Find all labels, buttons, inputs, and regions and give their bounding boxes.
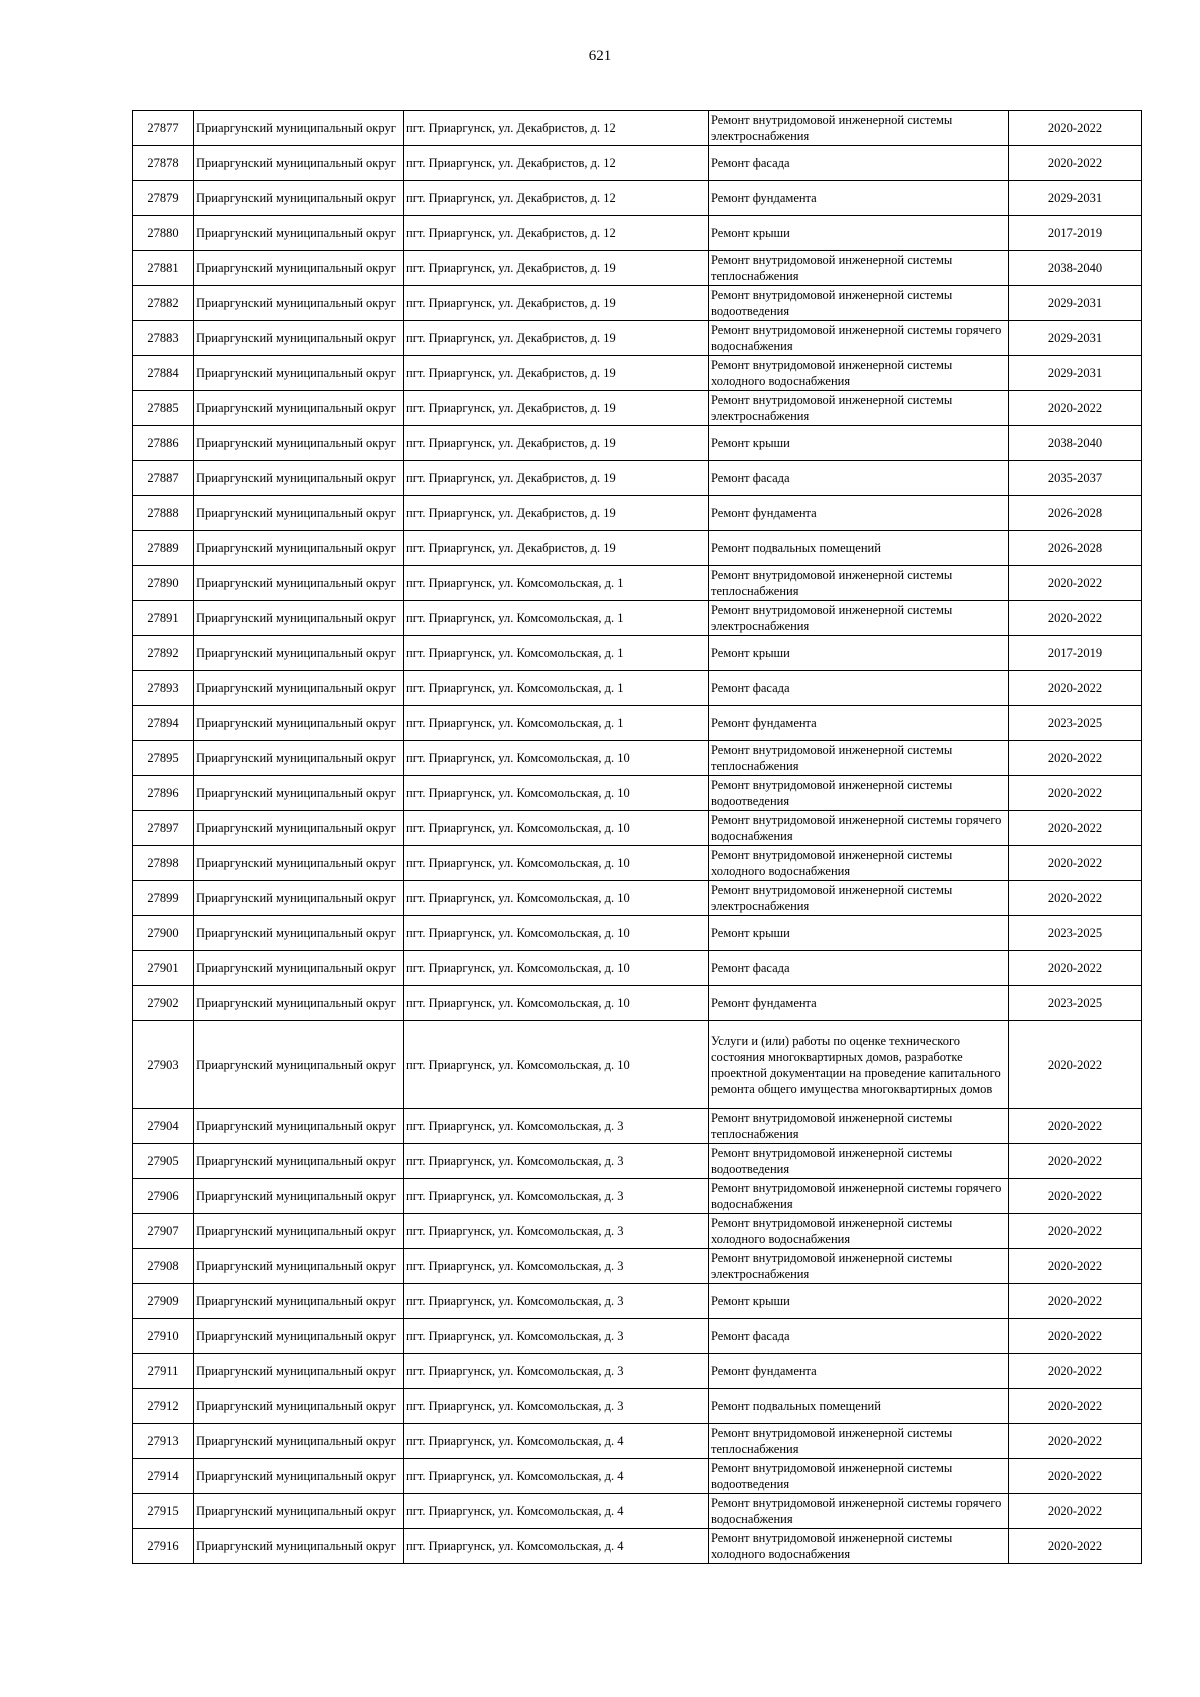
address-cell: пгт. Приаргунск, ул. Комсомольская, д. 4 [404,1494,709,1529]
row-number-cell: 27914 [133,1459,194,1494]
address-cell: пгт. Приаргунск, ул. Комсомольская, д. 3 [404,1214,709,1249]
municipality-cell: Приаргунский муниципальный округ [194,251,404,286]
work-type-cell: Ремонт фасада [709,1319,1009,1354]
row-number-cell: 27887 [133,461,194,496]
table-row [133,1424,1142,1459]
row-number-cell: 27912 [133,1389,194,1424]
period-cell: 2029-2031 [1009,321,1142,356]
row-number-cell: 27884 [133,356,194,391]
work-type-cell: Ремонт внутридомовой инженерной системы водоотведения [709,776,1009,811]
municipality-cell: Приаргунский муниципальный округ [194,321,404,356]
period-cell: 2020-2022 [1009,881,1142,916]
page-number: 621 [588,48,612,64]
row-number-cell: 27906 [133,1179,194,1214]
row-number-cell: 27904 [133,1109,194,1144]
row-number-cell: 27900 [133,916,194,951]
address-cell: пгт. Приаргунск, ул. Комсомольская, д. 10 [404,1021,709,1109]
period-cell: 2026-2028 [1009,496,1142,531]
row-number-cell: 27891 [133,601,194,636]
municipality-cell: Приаргунский муниципальный округ [194,1179,404,1214]
address-cell: пгт. Приаргунск, ул. Декабристов, д. 12 [404,216,709,251]
municipality-cell: Приаргунский муниципальный округ [194,636,404,671]
work-type-cell: Ремонт внутридомовой инженерной системы теплоснабжения [709,741,1009,776]
table-row [133,1529,1142,1564]
table-row [133,1179,1142,1214]
period-cell: 2020-2022 [1009,811,1142,846]
work-type-cell: Ремонт внутридомовой инженерной системы горячего водоснабжения [709,1494,1009,1529]
municipality-cell: Приаргунский муниципальный округ [194,1249,404,1284]
table-row [133,776,1142,811]
address-cell: пгт. Приаргунск, ул. Комсомольская, д. 3 [404,1109,709,1144]
row-number-cell: 27910 [133,1319,194,1354]
period-cell: 2038-2040 [1009,251,1142,286]
municipality-cell: Приаргунский муниципальный округ [194,1109,404,1144]
municipality-cell: Приаргунский муниципальный округ [194,356,404,391]
work-type-cell: Ремонт внутридомовой инженерной системы электроснабжения [709,881,1009,916]
table-row [133,461,1142,496]
address-cell: пгт. Приаргунск, ул. Декабристов, д. 19 [404,531,709,566]
table-row [133,1284,1142,1319]
address-cell: пгт. Приаргунск, ул. Комсомольская, д. 10 [404,881,709,916]
municipality-cell: Приаргунский муниципальный округ [194,111,404,146]
table-row [133,881,1142,916]
work-type-cell: Услуги и (или) работы по оценке технического состояния многоквартирных домов, разработке проектной документации на проведение капитального ремонта общего имущества многоквартирных домов [709,1021,1009,1109]
municipality-cell: Приаргунский муниципальный округ [194,986,404,1021]
municipality-cell: Приаргунский муниципальный округ [194,391,404,426]
municipality-cell: Приаргунский муниципальный округ [194,496,404,531]
table-row [133,391,1142,426]
period-cell: 2020-2022 [1009,1389,1142,1424]
municipality-cell: Приаргунский муниципальный округ [194,846,404,881]
row-number-cell: 27908 [133,1249,194,1284]
work-type-cell: Ремонт фасада [709,951,1009,986]
work-type-cell: Ремонт внутридомовой инженерной системы электроснабжения [709,601,1009,636]
period-cell: 2020-2022 [1009,111,1142,146]
row-number-cell: 27903 [133,1021,194,1109]
work-type-cell: Ремонт фасада [709,146,1009,181]
period-cell: 2020-2022 [1009,1319,1142,1354]
row-number-cell: 27913 [133,1424,194,1459]
row-number-cell: 27883 [133,321,194,356]
period-cell: 2020-2022 [1009,846,1142,881]
row-number-cell: 27899 [133,881,194,916]
row-number-cell: 27895 [133,741,194,776]
table-row [133,1459,1142,1494]
row-number-cell: 27886 [133,426,194,461]
municipality-cell: Приаргунский муниципальный округ [194,146,404,181]
work-type-cell: Ремонт внутридомовой инженерной системы водоотведения [709,286,1009,321]
municipality-cell: Приаргунский муниципальный округ [194,181,404,216]
municipality-cell: Приаргунский муниципальный округ [194,601,404,636]
table-row [133,321,1142,356]
row-number-cell: 27877 [133,111,194,146]
address-cell: пгт. Приаргунск, ул. Комсомольская, д. 10 [404,776,709,811]
municipality-cell: Приаргунский муниципальный округ [194,1529,404,1564]
registry-table-body [133,111,1142,1564]
address-cell: пгт. Приаргунск, ул. Комсомольская, д. 3 [404,1319,709,1354]
work-type-cell: Ремонт внутридомовой инженерной системы водоотведения [709,1144,1009,1179]
table-row [133,741,1142,776]
municipality-cell: Приаргунский муниципальный округ [194,811,404,846]
row-number-cell: 27893 [133,671,194,706]
work-type-cell: Ремонт фундамента [709,1354,1009,1389]
address-cell: пгт. Приаргунск, ул. Декабристов, д. 19 [404,321,709,356]
address-cell: пгт. Приаргунск, ул. Комсомольская, д. 10 [404,916,709,951]
work-type-cell: Ремонт внутридомовой инженерной системы электроснабжения [709,1249,1009,1284]
address-cell: пгт. Приаргунск, ул. Декабристов, д. 19 [404,426,709,461]
address-cell: пгт. Приаргунск, ул. Комсомольская, д. 3 [404,1179,709,1214]
table-row [133,1319,1142,1354]
period-cell: 2023-2025 [1009,916,1142,951]
period-cell: 2020-2022 [1009,1354,1142,1389]
period-cell: 2020-2022 [1009,951,1142,986]
row-number-cell: 27898 [133,846,194,881]
work-type-cell: Ремонт фундамента [709,181,1009,216]
period-cell: 2020-2022 [1009,601,1142,636]
registry-table [132,110,1142,1564]
municipality-cell: Приаргунский муниципальный округ [194,1284,404,1319]
work-type-cell: Ремонт внутридомовой инженерной системы электроснабжения [709,391,1009,426]
period-cell: 2020-2022 [1009,1494,1142,1529]
municipality-cell: Приаргунский муниципальный округ [194,1494,404,1529]
work-type-cell: Ремонт фасада [709,671,1009,706]
period-cell: 2020-2022 [1009,1144,1142,1179]
period-cell: 2020-2022 [1009,566,1142,601]
table-row [133,1389,1142,1424]
table-row [133,601,1142,636]
period-cell: 2017-2019 [1009,636,1142,671]
municipality-cell: Приаргунский муниципальный округ [194,951,404,986]
row-number-cell: 27880 [133,216,194,251]
work-type-cell: Ремонт внутридомовой инженерной системы горячего водоснабжения [709,1179,1009,1214]
work-type-cell: Ремонт фундамента [709,706,1009,741]
work-type-cell: Ремонт внутридомовой инженерной системы теплоснабжения [709,1424,1009,1459]
table-row [133,356,1142,391]
row-number-cell: 27882 [133,286,194,321]
table-row [133,216,1142,251]
table-row [133,286,1142,321]
work-type-cell: Ремонт крыши [709,636,1009,671]
work-type-cell: Ремонт внутридомовой инженерной системы теплоснабжения [709,566,1009,601]
row-number-cell: 27885 [133,391,194,426]
address-cell: пгт. Приаргунск, ул. Комсомольская, д. 10 [404,951,709,986]
row-number-cell: 27894 [133,706,194,741]
period-cell: 2020-2022 [1009,671,1142,706]
municipality-cell: Приаргунский муниципальный округ [194,566,404,601]
address-cell: пгт. Приаргунск, ул. Декабристов, д. 19 [404,251,709,286]
work-type-cell: Ремонт внутридомовой инженерной системы водоотведения [709,1459,1009,1494]
period-cell: 2020-2022 [1009,1529,1142,1564]
address-cell: пгт. Приаргунск, ул. Декабристов, д. 19 [404,461,709,496]
period-cell: 2020-2022 [1009,146,1142,181]
period-cell: 2020-2022 [1009,741,1142,776]
table-row [133,811,1142,846]
table-row [133,1354,1142,1389]
work-type-cell: Ремонт внутридомовой инженерной системы горячего водоснабжения [709,811,1009,846]
municipality-cell: Приаргунский муниципальный округ [194,286,404,321]
work-type-cell: Ремонт внутридомовой инженерной системы холодного водоснабжения [709,846,1009,881]
row-number-cell: 27889 [133,531,194,566]
table-row [133,636,1142,671]
row-number-cell: 27909 [133,1284,194,1319]
table-row [133,1249,1142,1284]
row-number-cell: 27888 [133,496,194,531]
table-row [133,146,1142,181]
period-cell: 2029-2031 [1009,286,1142,321]
work-type-cell: Ремонт внутридомовой инженерной системы электроснабжения [709,111,1009,146]
period-cell: 2020-2022 [1009,1179,1142,1214]
address-cell: пгт. Приаргунск, ул. Комсомольская, д. 3 [404,1389,709,1424]
municipality-cell: Приаргунский муниципальный округ [194,531,404,566]
row-number-cell: 27907 [133,1214,194,1249]
row-number-cell: 27881 [133,251,194,286]
address-cell: пгт. Приаргунск, ул. Комсомольская, д. 10 [404,846,709,881]
period-cell: 2020-2022 [1009,1214,1142,1249]
municipality-cell: Приаргунский муниципальный округ [194,1319,404,1354]
work-type-cell: Ремонт подвальных помещений [709,1389,1009,1424]
table-row [133,111,1142,146]
work-type-cell: Ремонт крыши [709,916,1009,951]
table-row [133,951,1142,986]
municipality-cell: Приаргунский муниципальный округ [194,706,404,741]
municipality-cell: Приаргунский муниципальный округ [194,881,404,916]
address-cell: пгт. Приаргунск, ул. Комсомольская, д. 4 [404,1459,709,1494]
work-type-cell: Ремонт подвальных помещений [709,531,1009,566]
address-cell: пгт. Приаргунск, ул. Комсомольская, д. 1 [404,706,709,741]
period-cell: 2020-2022 [1009,391,1142,426]
municipality-cell: Приаргунский муниципальный округ [194,1389,404,1424]
period-cell: 2038-2040 [1009,426,1142,461]
work-type-cell: Ремонт фасада [709,461,1009,496]
municipality-cell: Приаргунский муниципальный округ [194,741,404,776]
address-cell: пгт. Приаргунск, ул. Комсомольская, д. 1 [404,566,709,601]
period-cell: 2029-2031 [1009,181,1142,216]
row-number-cell: 27902 [133,986,194,1021]
address-cell: пгт. Приаргунск, ул. Комсомольская, д. 3 [404,1284,709,1319]
municipality-cell: Приаргунский муниципальный округ [194,671,404,706]
period-cell: 2020-2022 [1009,1459,1142,1494]
row-number-cell: 27878 [133,146,194,181]
address-cell: пгт. Приаргунск, ул. Комсомольская, д. 3 [404,1144,709,1179]
table-row [133,181,1142,216]
address-cell: пгт. Приаргунск, ул. Декабристов, д. 19 [404,286,709,321]
period-cell: 2020-2022 [1009,1249,1142,1284]
address-cell: пгт. Приаргунск, ул. Комсомольская, д. 3 [404,1249,709,1284]
municipality-cell: Приаргунский муниципальный округ [194,776,404,811]
period-cell: 2020-2022 [1009,1021,1142,1109]
work-type-cell: Ремонт крыши [709,426,1009,461]
table-row [133,1494,1142,1529]
table-row [133,251,1142,286]
work-type-cell: Ремонт фундамента [709,986,1009,1021]
table-row [133,986,1142,1021]
table-row [133,916,1142,951]
table-row [133,1109,1142,1144]
work-type-cell: Ремонт внутридомовой инженерной системы холодного водоснабжения [709,1529,1009,1564]
period-cell: 2020-2022 [1009,776,1142,811]
address-cell: пгт. Приаргунск, ул. Декабристов, д. 19 [404,496,709,531]
address-cell: пгт. Приаргунск, ул. Комсомольская, д. 10 [404,811,709,846]
municipality-cell: Приаргунский муниципальный округ [194,1354,404,1389]
table-row [133,566,1142,601]
address-cell: пгт. Приаргунск, ул. Декабристов, д. 19 [404,391,709,426]
period-cell: 2035-2037 [1009,461,1142,496]
row-number-cell: 27905 [133,1144,194,1179]
period-cell: 2020-2022 [1009,1109,1142,1144]
period-cell: 2029-2031 [1009,356,1142,391]
work-type-cell: Ремонт внутридомовой инженерной системы теплоснабжения [709,251,1009,286]
municipality-cell: Приаргунский муниципальный округ [194,1021,404,1109]
municipality-cell: Приаргунский муниципальный округ [194,461,404,496]
work-type-cell: Ремонт крыши [709,1284,1009,1319]
municipality-cell: Приаргунский муниципальный округ [194,1459,404,1494]
row-number-cell: 27896 [133,776,194,811]
table-row [133,671,1142,706]
address-cell: пгт. Приаргунск, ул. Декабристов, д. 12 [404,146,709,181]
table-row [133,426,1142,461]
table-row [133,1214,1142,1249]
work-type-cell: Ремонт внутридомовой инженерной системы горячего водоснабжения [709,321,1009,356]
address-cell: пгт. Приаргунск, ул. Комсомольская, д. 1 [404,601,709,636]
row-number-cell: 27897 [133,811,194,846]
address-cell: пгт. Приаргунск, ул. Декабристов, д. 12 [404,181,709,216]
work-type-cell: Ремонт внутридомовой инженерной системы холодного водоснабжения [709,1214,1009,1249]
row-number-cell: 27879 [133,181,194,216]
address-cell: пгт. Приаргунск, ул. Комсомольская, д. 3 [404,1354,709,1389]
row-number-cell: 27890 [133,566,194,601]
address-cell: пгт. Приаргунск, ул. Декабристов, д. 12 [404,111,709,146]
table-row [133,706,1142,741]
period-cell: 2026-2028 [1009,531,1142,566]
municipality-cell: Приаргунский муниципальный округ [194,426,404,461]
address-cell: пгт. Приаргунск, ул. Комсомольская, д. 10 [404,986,709,1021]
address-cell: пгт. Приаргунск, ул. Комсомольская, д. 1 [404,636,709,671]
municipality-cell: Приаргунский муниципальный округ [194,1424,404,1459]
row-number-cell: 27916 [133,1529,194,1564]
table-row [133,1144,1142,1179]
work-type-cell: Ремонт внутридомовой инженерной системы холодного водоснабжения [709,356,1009,391]
municipality-cell: Приаргунский муниципальный округ [194,1144,404,1179]
address-cell: пгт. Приаргунск, ул. Комсомольская, д. 4 [404,1529,709,1564]
period-cell: 2017-2019 [1009,216,1142,251]
period-cell: 2020-2022 [1009,1284,1142,1319]
address-cell: пгт. Приаргунск, ул. Комсомольская, д. 10 [404,741,709,776]
period-cell: 2023-2025 [1009,986,1142,1021]
municipality-cell: Приаргунский муниципальный округ [194,916,404,951]
work-type-cell: Ремонт фундамента [709,496,1009,531]
row-number-cell: 27915 [133,1494,194,1529]
address-cell: пгт. Приаргунск, ул. Комсомольская, д. 1 [404,671,709,706]
municipality-cell: Приаргунский муниципальный округ [194,1214,404,1249]
period-cell: 2020-2022 [1009,1424,1142,1459]
work-type-cell: Ремонт внутридомовой инженерной системы теплоснабжения [709,1109,1009,1144]
address-cell: пгт. Приаргунск, ул. Комсомольская, д. 4 [404,1424,709,1459]
table-row [133,1021,1142,1109]
address-cell: пгт. Приаргунск, ул. Декабристов, д. 19 [404,356,709,391]
row-number-cell: 27901 [133,951,194,986]
period-cell: 2023-2025 [1009,706,1142,741]
row-number-cell: 27911 [133,1354,194,1389]
municipality-cell: Приаргунский муниципальный округ [194,216,404,251]
table-row [133,531,1142,566]
table-row [133,846,1142,881]
work-type-cell: Ремонт крыши [709,216,1009,251]
row-number-cell: 27892 [133,636,194,671]
table-row [133,496,1142,531]
